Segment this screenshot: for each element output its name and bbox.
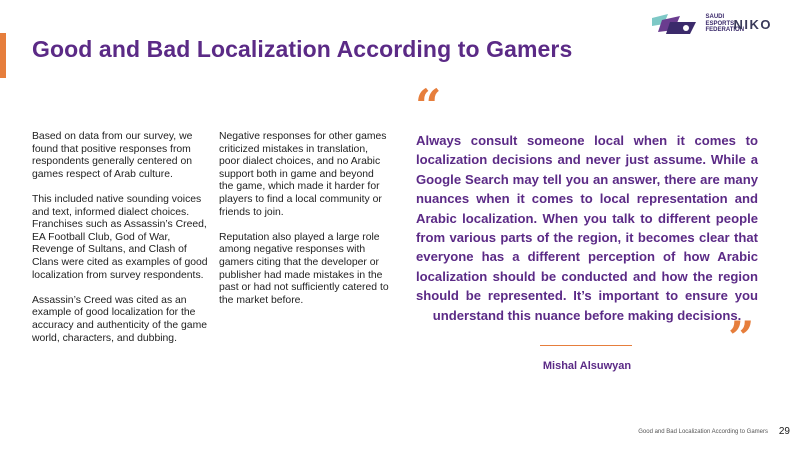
partner-logos [650,12,773,36]
quote-divider [540,345,632,346]
saudi-esports-logo-icon [650,12,700,36]
right-paragraph: Negative responses for other games criticized mistakes in translation, poor dialect choices, and no Arabic support both in game and beyond the game, which made it harder for players to find a local community or friends to join. [219,131,387,218]
page-number: 29 [778,426,790,437]
niko-logo: NIKO [733,16,772,32]
left-paragraph: This included native sounding voices and text, informed dialect choices. Franchises such as Assassin’s Creed, EA Football Club, God of War, Revenge of Sultans, and Clash of Clans were cited as examples of good localization from survey respondents. [32,193,208,281]
left-paragraph: Based on data from our survey, we found that positive responses from respondents generally centered on games respect of Arab culture. [32,131,193,180]
saudi-esports-logo-text: SAUDI ESPORTS FEDERATION [705,14,745,34]
title-accent-bar [0,33,6,78]
pull-quote: Always consult someone local when it comes to localization decisions and never just assume. While a Google Search may tell you an answer, there are many nuances when it comes to local representation and Arabic localization. When you talk to different people from various parts of the region, it becomes clear that everyone has a different perception of how Arabic localization should be conducted and how the region should be represented. It’s important to ensure you understand this nuance before making decisions. [416,133,758,323]
left-text-column [32,131,212,358]
right-paragraph: Reputation also played a large role among negative responses with gamers citing that the developer or publisher had made mistakes in the past or had not sufficiently catered to the market before. [219,231,389,306]
page-title: Good and Bad Localization According to Gamers [32,36,573,62]
quote-author: Mishal Alsuwyan [542,360,632,372]
close-quote-icon: ” [728,311,755,365]
right-text-column [219,131,391,320]
open-quote-icon: “ [415,79,442,133]
left-paragraph: Assassin’s Creed was cited as an example of good localization for the accuracy and authenticity of the game world, characters, and dubbing. [32,294,208,344]
footer-section-label: Good and Bad Localization According to Gamers [638,429,768,435]
